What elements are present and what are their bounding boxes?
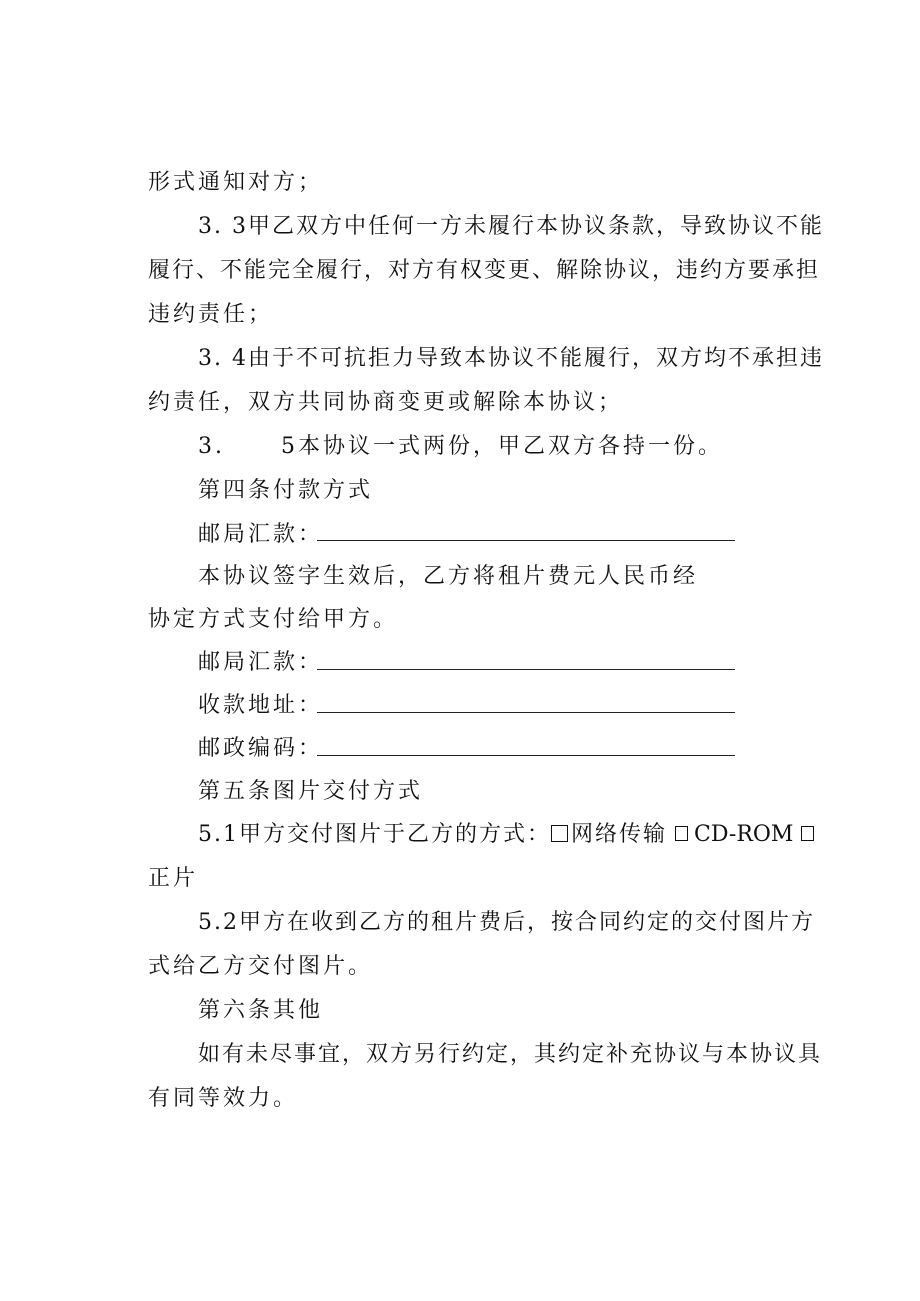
text-line-1: 形式通知对方； [148,170,324,195]
postal-remittance-blank-1[interactable] [317,540,735,541]
clause-3-5-number: 3. [198,434,225,459]
postal-remittance-label-2: 邮局汇款： [198,650,324,675]
clause-3-5-text: 5本协议一式两份，甲乙双方各持一份。 [281,434,723,459]
payment-text-line-1: 本协议签字生效后，乙方将租片费元人民币经 [198,564,699,589]
clause-5-1-text: 5.1甲方交付图片于乙方的方式： [198,822,551,847]
postal-remittance-label-1: 邮局汇款： [198,522,324,547]
option-cdrom-label: CD-ROM [694,822,794,847]
clause-3-3-line-3: 违约责任； [148,302,274,327]
postal-code-blank[interactable] [317,755,735,756]
clause-3-4-line-2: 约责任，双方共同协商变更或解除本协议； [148,390,624,415]
clause-5-1-line-1 [198,820,814,850]
checkbox-network-icon[interactable] [551,825,568,842]
clause-3-3-line-2: 履行、不能完全履行，对方有权变更、解除协议，违约方要承担 [148,258,821,283]
article-6-heading: 第六条其他 [198,998,324,1023]
payment-text-line-2: 协定方式支付给甲方。 [148,607,399,632]
postal-remittance-blank-2[interactable] [317,669,735,670]
postal-code-label: 邮政编码： [198,736,324,761]
article-5-heading: 第五条图片交付方式 [198,779,424,804]
option-network-label: 网络传输 [571,822,668,847]
clause-5-1-line-2: 正片 [148,866,199,891]
checkbox-cdrom-icon[interactable] [675,826,688,841]
clause-3-4-line-1: 3. 4由于不可抗拒力导致本协议不能履行，双方均不承担违 [198,346,824,371]
article-4-heading: 第四条付款方式 [198,478,374,503]
article-6-line-1: 如有未尽事宜，双方另行约定，其约定补充协议与本协议具 [198,1042,823,1067]
payee-address-blank[interactable] [317,712,735,713]
clause-3-5 [198,432,723,462]
clause-5-2-line-2: 式给乙方交付图片。 [148,954,374,979]
clause-3-3-line-1: 3. 3甲乙双方中任何一方未履行本协议条款，导致协议不能 [198,214,824,239]
checkbox-film-icon[interactable] [801,826,814,841]
clause-5-2-line-1: 5.2甲方在收到乙方的租片费后，按合同约定的交付图片方 [198,910,815,935]
article-6-line-2: 有同等效力。 [148,1086,299,1111]
payee-address-label: 收款地址： [198,693,324,718]
